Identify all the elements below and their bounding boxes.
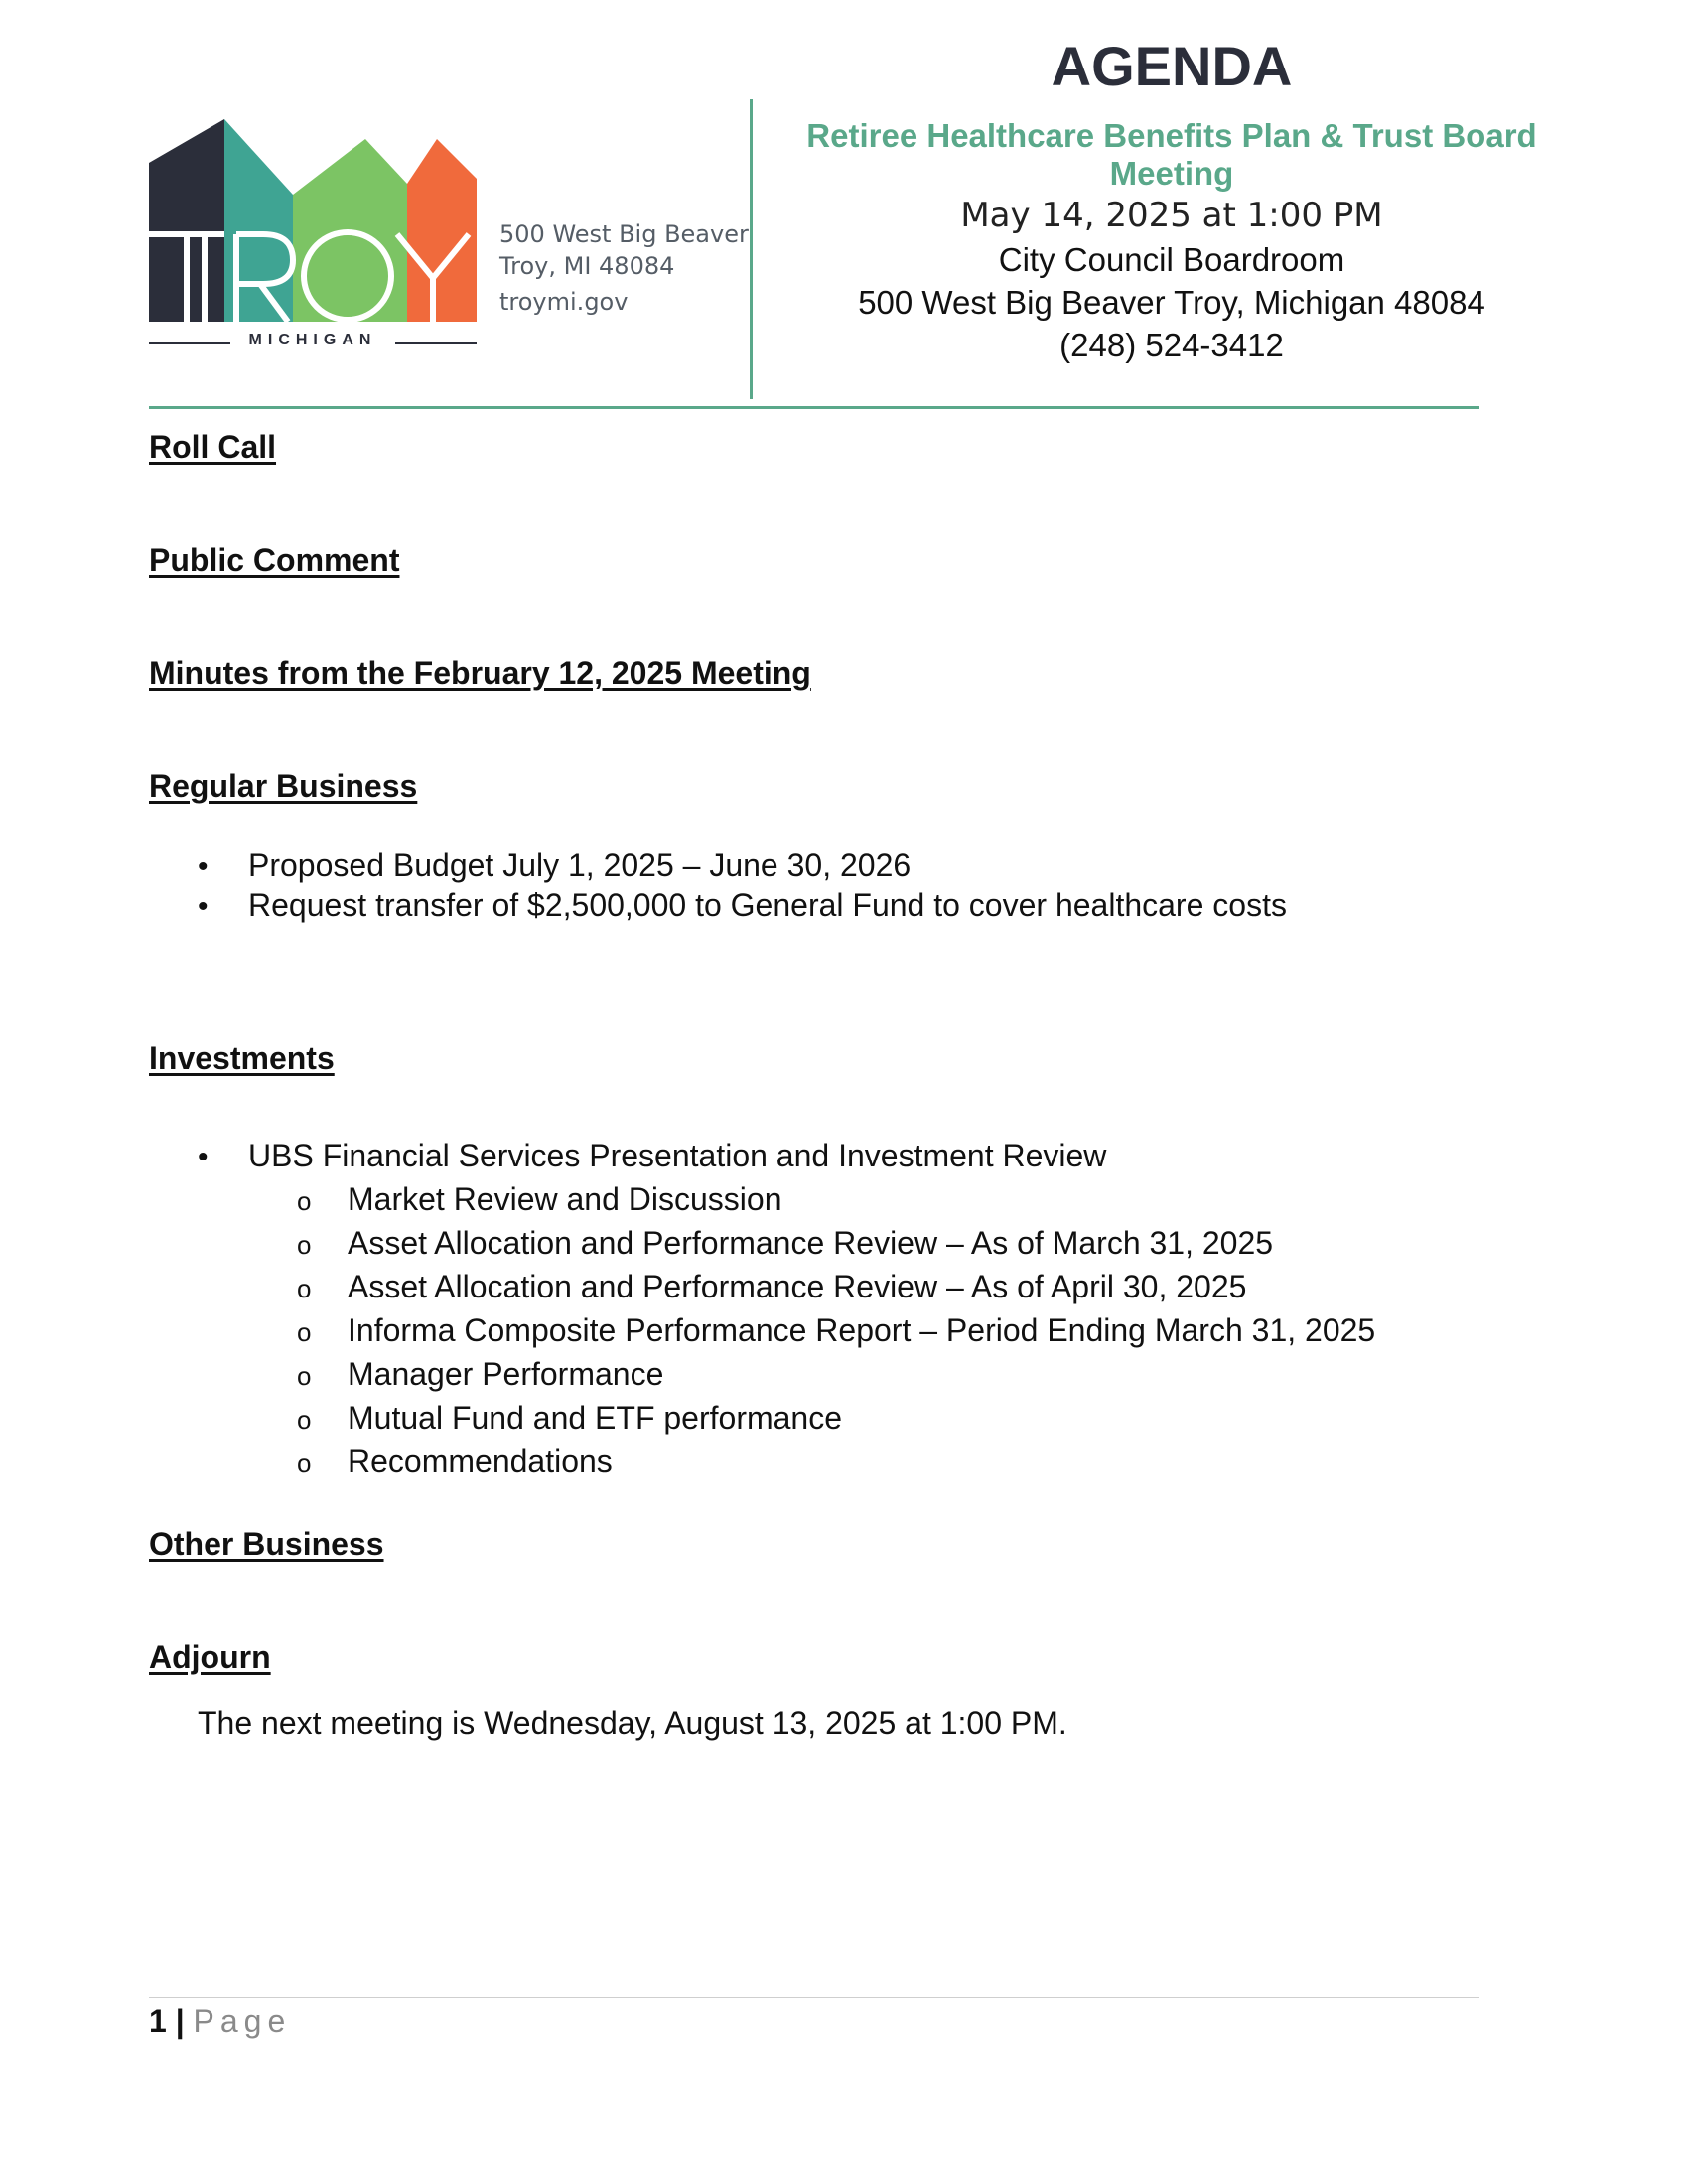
heading-minutes: Minutes from the February 12, 2025 Meeting	[149, 655, 811, 691]
list-item	[198, 1138, 1106, 1174]
circle-bullet-icon: o	[297, 1230, 312, 1260]
page-separator: |	[175, 2003, 185, 2039]
meeting-name-line1: Retiree Healthcare Benefits Plan & Trust Board	[806, 117, 1537, 154]
sub-list-item	[297, 1181, 782, 1218]
list-item-text: UBS Financial Services Presentation and Investment Review	[248, 1138, 1107, 1173]
page-footer	[149, 2003, 291, 2040]
address-city: Troy, MI 48084	[499, 252, 675, 280]
bullet-icon: •	[198, 850, 209, 883]
circle-bullet-icon: o	[297, 1361, 312, 1391]
heading-roll-call: Roll Call	[149, 429, 277, 465]
list-item	[198, 887, 1287, 924]
meeting-date: May 14, 2025 at 1:00 PM	[960, 196, 1383, 235]
address-street: 500 West Big Beaver	[499, 220, 749, 248]
circle-bullet-icon: o	[297, 1448, 312, 1478]
heading-public-comment: Public Comment	[149, 542, 400, 578]
sub-list-item-text: Informa Composite Performance Report – Period Ending March 31, 2025	[348, 1312, 1376, 1348]
sub-list-item-text: Asset Allocation and Performance Review – As of March 31, 2025	[348, 1225, 1274, 1261]
meeting-location: City Council Boardroom	[998, 241, 1345, 278]
list-item-text: Request transfer of $2,500,000 to General Fund to cover healthcare costs	[248, 887, 1287, 923]
bullet-icon: •	[198, 890, 209, 923]
meeting-phone: (248) 524-3412	[1059, 327, 1284, 363]
sub-list-item	[297, 1225, 1273, 1262]
sub-list-item	[297, 1312, 1375, 1349]
circle-bullet-icon: o	[297, 1405, 312, 1434]
sub-list-item-text: Manager Performance	[348, 1356, 664, 1392]
page-number: 1	[149, 2003, 167, 2039]
meeting-name-line2: Meeting	[1109, 155, 1234, 192]
sub-list-item	[297, 1400, 842, 1436]
list-item-text: Proposed Budget July 1, 2025 – June 30, 2026	[248, 847, 912, 883]
circle-bullet-icon: o	[297, 1317, 312, 1347]
bullet-icon: •	[198, 1141, 209, 1173]
heading-adjourn: Adjourn	[149, 1639, 271, 1675]
sub-list-item-text: Recommendations	[348, 1443, 613, 1479]
sub-list-item	[297, 1356, 663, 1393]
meeting-address: 500 West Big Beaver Troy, Michigan 48084	[858, 284, 1485, 321]
list-item	[198, 847, 911, 884]
address-website[interactable]: troymi.gov	[499, 288, 629, 316]
footer-divider	[149, 1997, 1479, 1998]
sub-list-item-text: Mutual Fund and ETF performance	[348, 1400, 843, 1435]
sub-list-item-text: Market Review and Discussion	[348, 1181, 782, 1217]
troy-logo	[149, 119, 477, 353]
heading-investments: Investments	[149, 1040, 335, 1076]
logo-subtitle: MICHIGAN	[248, 332, 377, 348]
sub-list-item	[297, 1269, 1246, 1305]
troy-logo-graphic	[149, 119, 477, 353]
sub-list-item-text: Asset Allocation and Performance Review – As of April 30, 2025	[348, 1269, 1247, 1304]
header-vertical-divider	[750, 99, 753, 399]
sub-list-item	[297, 1443, 613, 1480]
page-title: AGENDA	[1051, 35, 1293, 97]
page-label: Page	[193, 2003, 292, 2039]
heading-regular-business: Regular Business	[149, 768, 418, 804]
circle-bullet-icon: o	[297, 1186, 312, 1216]
header-horizontal-divider	[149, 406, 1479, 409]
circle-bullet-icon: o	[297, 1274, 312, 1303]
heading-other-business: Other Business	[149, 1526, 384, 1562]
next-meeting-text: The next meeting is Wednesday, August 13, 2025 at 1:00 PM.	[198, 1706, 1067, 1741]
